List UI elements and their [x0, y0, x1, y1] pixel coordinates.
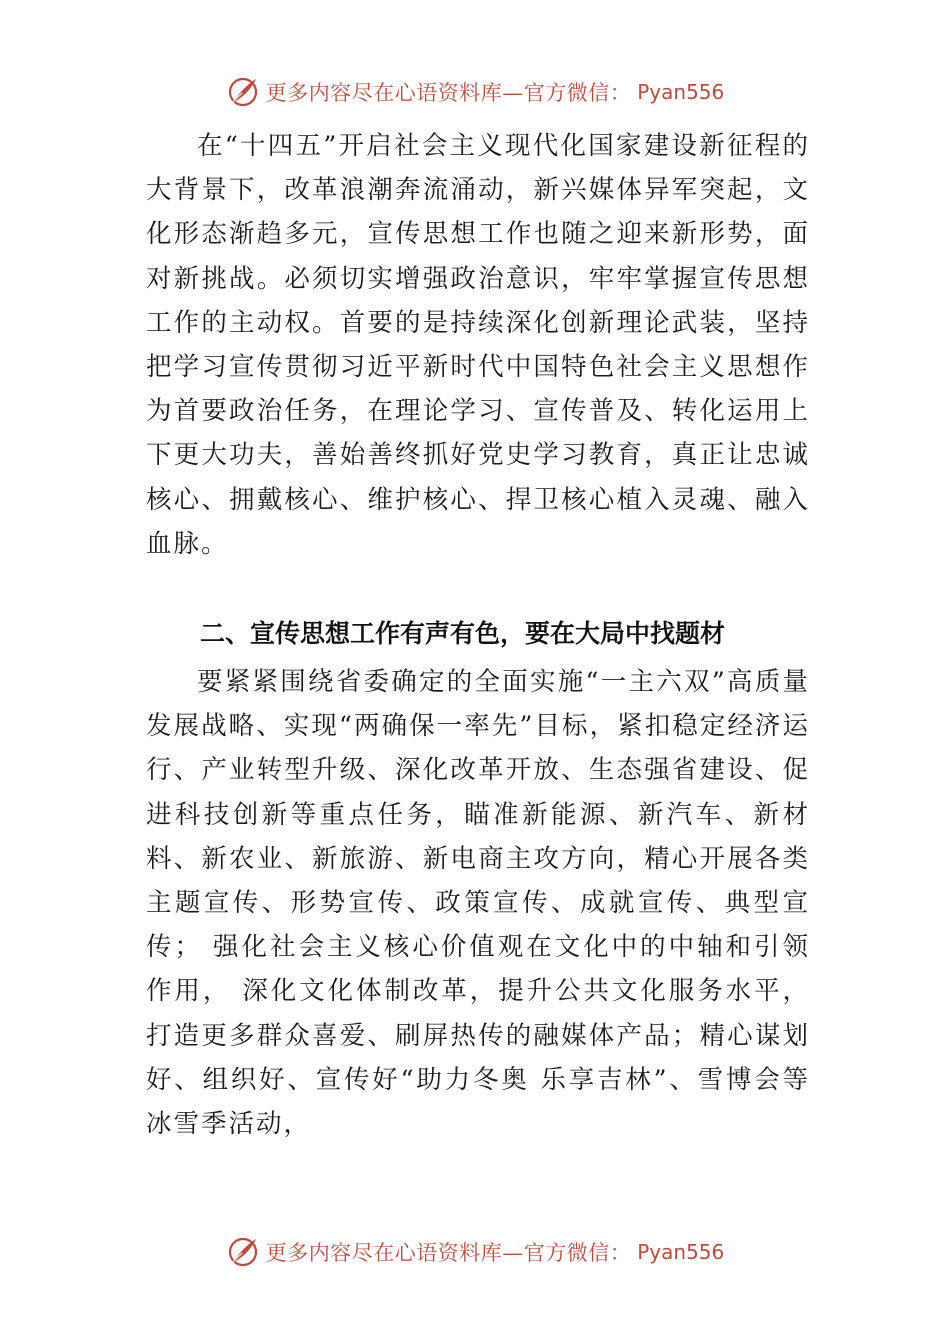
- section-heading-2: 二、宣传思想工作有声有色，要在大局中找题材: [200, 619, 726, 648]
- footer-watermark-banner: [0, 1232, 950, 1272]
- header-watermark-banner: [0, 72, 950, 112]
- feather-pen-logo-icon: [226, 75, 260, 109]
- footer-banner-text: 更多内容尽在心语资料库—官方微信：: [265, 1241, 632, 1265]
- body-paragraph-2: 要紧紧围绕省委确定的全面实施“一主六双”高质量发展战略、实现“两确保一率先”目标，紧扣稳定经济运行、产业转型升级、深化改革开放、生态强省建设、促进科技创新等重点任务，瞄准新能源、新汽车、新材料、新农业、新旅游、新电商主攻方向，精心开展各类主题宣传、形势宣传、政策宣传、成就宣传、典型宣传； 强化社会主义核心价值观在文化中的中轴和引领作用， 深化文化体制改革，提升公共文化服务水平，打造更多群众喜爱、刷屏热传的融媒体产品；精心谋划好、组织好、宣传好“助力冬奥 乐享吉林”、雪博会等冰雪季活动，: [146, 667, 810, 1140]
- header-banner-text: 更多内容尽在心语资料库—官方微信：: [265, 81, 632, 105]
- header-wechat-id: Pyan556: [637, 80, 725, 104]
- footer-wechat-id: Pyan556: [637, 1240, 725, 1264]
- body-paragraph-1: 在“十四五”开启社会主义现代化国家建设新征程的大背景下，改革浪潮奔流涌动，新兴媒体异军突起，文化形态渐趋多元，宣传思想工作也随之迎来新形势，面对新挑战。必须切实增强政治意识，牢牢掌握宣传思想工作的主动权。首要的是持续深化创新理论武装，坚持把学习宣传贯彻习近平新时代中国特色社会主义思想作为首要政治任务，在理论学习、宣传普及、转化运用上下更大功夫，善始善终抓好党史学习教育，真正让忠诚核心、拥戴核心、维护核心、捍卫核心植入灵魂、融入血脉。: [146, 131, 810, 559]
- feather-pen-logo-icon: [226, 1235, 260, 1269]
